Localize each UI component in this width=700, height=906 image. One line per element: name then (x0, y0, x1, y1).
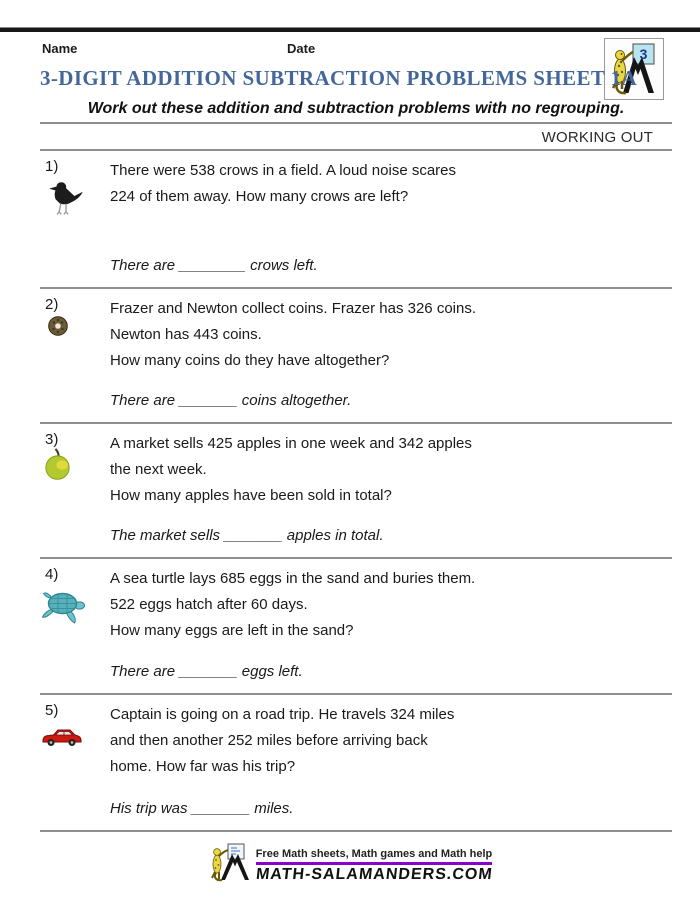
top-border-line (0, 27, 700, 32)
problem-number: 4) (45, 566, 59, 583)
problem-text-line: Newton has 443 coins. (110, 326, 262, 343)
turtle-icon (40, 589, 87, 632)
problem-text-line: How many apples have been sold in total? (110, 487, 392, 504)
problem-text-line: Frazer and Newton collect coins. Frazer has 326 coins. (110, 300, 476, 317)
problem-text-line: How many coins do they have altogether? (110, 352, 390, 369)
problem-number: 1) (45, 158, 59, 175)
problem-text-line: How many eggs are left in the sand? (110, 622, 354, 639)
problem-number: 2) (45, 296, 59, 313)
apple-icon (44, 448, 71, 486)
problem-text-line: A sea turtle lays 685 eggs in the sand and buries them. (110, 570, 476, 587)
car-icon (42, 726, 82, 753)
problem-text-line: Captain is going on a road trip. He travels 324 miles (110, 706, 455, 723)
problems-list (40, 149, 672, 832)
problem-number: 5) (45, 702, 59, 719)
problem-text-line: and then another 252 miles before arriving back (110, 732, 428, 749)
problem-3 (40, 422, 672, 557)
problem-text (110, 151, 672, 210)
problem-text-line: the next week. (110, 461, 207, 478)
problem-text (110, 559, 672, 644)
footer-tagline: Free Math sheets, Math games and Math help (255, 848, 493, 860)
problem-2 (40, 287, 672, 422)
logo-badge-number: 3 (639, 46, 648, 62)
problem-1 (40, 149, 672, 287)
footer-site-name: MATH-SALAMANDERS.COM (254, 866, 494, 883)
problem-text (110, 289, 672, 374)
worksheet-instructions: Work out these addition and subtraction problems with no regrouping. (87, 100, 625, 117)
problem-text (110, 424, 672, 509)
problem-text (110, 695, 672, 780)
name-label: Name (42, 41, 78, 56)
worksheet-title: 3-DIGIT ADDITION SUBTRACTION PROBLEMS SHEET 1A (40, 66, 638, 90)
problem-5 (40, 693, 672, 832)
footer-divider (256, 862, 493, 865)
footer-salamander-icon (208, 842, 252, 887)
answer-line: There are ________ crows left. (110, 257, 318, 274)
problem-text-line: A market sells 425 apples in one week and 342 apples (110, 435, 472, 452)
working-out-header: WORKING OUT (541, 129, 653, 146)
answer-line: There are _______ coins altogether. (110, 392, 352, 409)
problem-4 (40, 557, 672, 693)
coin-icon (48, 316, 68, 341)
answer-line: There are _______ eggs left. (110, 663, 303, 680)
problem-text-line: 522 eggs hatch after 60 days. (110, 596, 308, 613)
footer (0, 842, 700, 887)
instructions-divider (40, 122, 672, 124)
date-label: Date (287, 41, 316, 56)
answer-line: His trip was _______ miles. (110, 800, 294, 817)
problem-text-line: There were 538 crows in a field. A loud noise scares (110, 162, 457, 179)
crow-icon (46, 175, 86, 222)
problem-text-line: 224 of them away. How many crows are left? (110, 188, 409, 205)
problem-number: 3) (45, 431, 59, 448)
problem-text-line: home. How far was his trip? (110, 758, 296, 775)
answer-line: The market sells _______ apples in total. (110, 527, 384, 544)
